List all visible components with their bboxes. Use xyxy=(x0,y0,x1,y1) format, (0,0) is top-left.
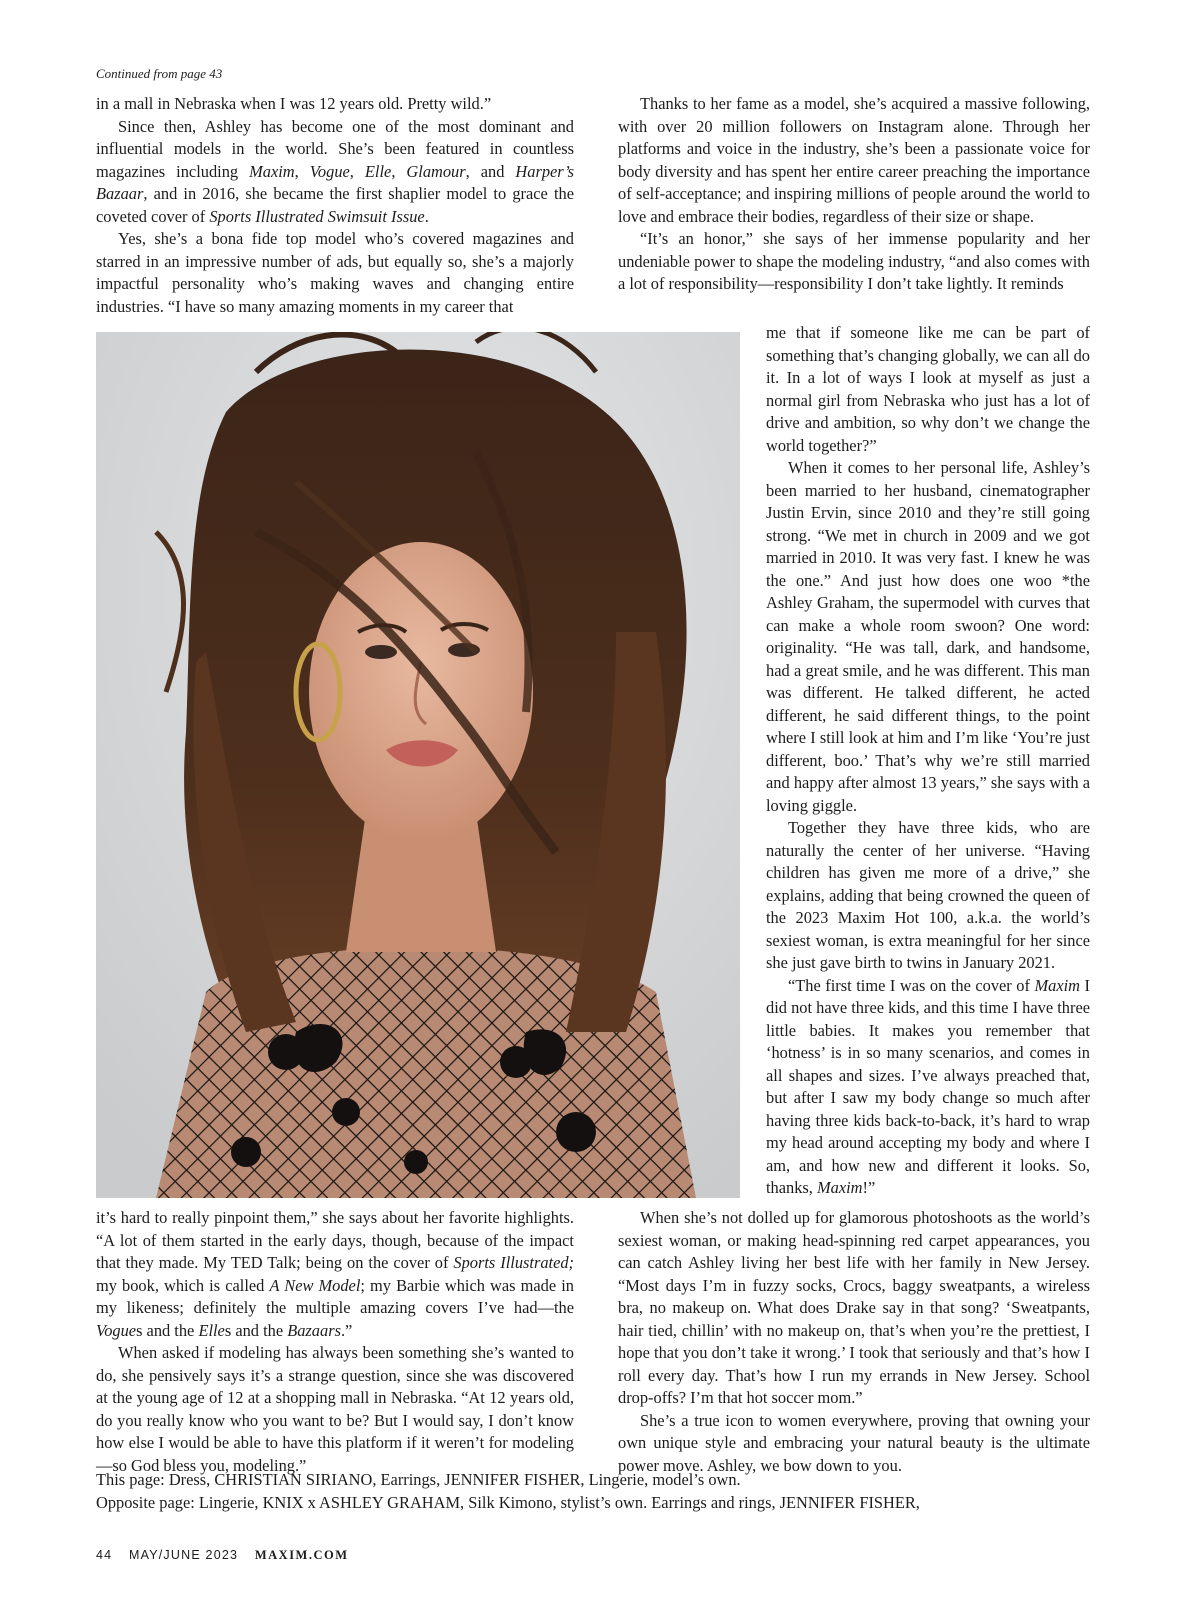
italic-title: Bazaars xyxy=(287,1320,341,1340)
italic-title: Maxim xyxy=(817,1178,863,1197)
paragraph: Together they have three kids, who are naturally the center of her universe. “Having children has given me more of a drive,” she explains, adding that being crowned the queen of the 2023 Maxim Hot 100, a.k.a. the world’s sexiest woman, is extra meaningful for her since she just gave birth to twins in January 2021. xyxy=(766,818,1090,972)
italic-title: Harper’s Bazaar xyxy=(96,161,574,203)
paragraph: She’s a true icon to women everywhere, proving that owning your own unique style and embracing your natural beauty is the ultimate power move. Ashley, we bow down to you. xyxy=(618,1410,1090,1475)
italic-title: Sports Illustrated; xyxy=(453,1253,575,1272)
paragraph: Since then, Ashley has become one of the most dominant and influential models in the world. She’s been featured in countless magazines including Maxim, Vogue, Elle, Glamour, and Harper’s Bazaar, and in 2016, she became the first shaplier model to grace the coveted cover of Sports Illustrated Swimsuit Issue. xyxy=(96,116,574,226)
column-left-top xyxy=(96,93,574,318)
italic-title: Vogue xyxy=(309,161,350,181)
column-right-bottom xyxy=(618,1207,1090,1477)
italic-title: Maxim xyxy=(1034,975,1080,995)
paragraph: Yes, she’s a bona fide top model who’s covered magazines and starred in an impressive number of ads, but equally so, she’s a majorly impactful personality who’s making waves and changing entire industries. “I have so many amazing moments in my career that xyxy=(96,229,574,316)
portrait-photo xyxy=(96,332,740,1198)
italic-title: Vogue xyxy=(96,1320,137,1340)
column-right-narrow xyxy=(766,322,1090,1200)
issue-date: MAY/JUNE 2023 xyxy=(129,1548,239,1562)
italic-title: A New Model xyxy=(269,1275,361,1295)
italic-title: Elle xyxy=(364,161,392,181)
column-left-bottom xyxy=(96,1207,574,1477)
portrait-illustration xyxy=(96,332,740,1198)
paragraph: When it comes to her personal life, Ashley’s been married to her husband, cinematographer Justin Ervin, since 2010 and they’re still going strong. “We met in church in 2009 and we got married in 2010. It was very fast. I knew he was the one.” And just how does one woo *the Ashley Graham, the supermodel with curves that can make a whole room swoon? One word: originality. “He was tall, dark, and handsome, had a great smile, and he was different. This man was different. He talked different, he acted different, he said different things, to the point where I still look at him and I’m like ‘You’re just different, boo.’ That’s why we’re still married and happy after almost 13 years,” she says with a loving giggle. xyxy=(766,458,1090,815)
page-number: 44 xyxy=(96,1548,113,1562)
paragraph: it’s hard to really pinpoint them,” she says about her favorite highlights. “A lot of them started in the early days, though, because of the impact that they made. My TED Talk; being on the cover of Sports Illustrated; my book, which is called A New Model; my Barbie which was made in my likeness; definitely the multiple amazing covers I’ve had—the Vogues and the Elles and the Bazaars.” xyxy=(96,1208,575,1340)
paragraph: When asked if modeling has always been something she’s wanted to do, she pensively says it’s a strange question, since she was discovered at the young age of 12 at a shopping mall in Nebraska. “At 12 years old, do you really know who you want to be? But I would say, I don’t know how else I would be able to have this platform if it weren’t for modeling—so God bless you, modeling.” xyxy=(96,1343,574,1475)
page-footer xyxy=(96,1548,361,1563)
site-url: MAXIM.COM xyxy=(254,1548,349,1562)
italic-title: Elle xyxy=(198,1320,225,1340)
credit-line: This page: Dress, CHRISTIAN SIRIANO, Earrings, JENNIFER FISHER, Lingerie, model’s own. xyxy=(96,1470,741,1489)
paragraph: “It’s an honor,” she says of her immense popularity and her undeniable power to shape the modeling industry, “and also comes with a lot of responsibility—responsibility I don’t take lightly. It reminds xyxy=(618,229,1090,293)
credit-line: Opposite page: Lingerie, KNIX x ASHLEY GRAHAM, Silk Kimono, stylist’s own. Earrings and rings, JENNIFER FISHER, xyxy=(96,1492,920,1512)
continued-from-label: Continued from page 43 xyxy=(96,66,223,81)
paragraph: When she’s not dolled up for glamorous photoshoots as the world’s sexiest woman, or making head-spinning red carpet appearances, you can catch Ashley living her best life with her family in New Jersey. “Most days I’m in fuzzy socks, Crocs, baggy sweatpants, a wireless bra, no makeup on. What does Drake say in that song? ‘Sweatpants, hair tied, chillin’ with no makeup on, that’s when you’re the prettiest, I hope that you don’t take it wrong.’ I took that seriously and that’s how I roll every day. That’s how I run my errands in New Jersey. School drop-offs? I’m that hot soccer mom.” xyxy=(618,1208,1090,1407)
paragraph: “The first time I was on the cover of Maxim I did not have three kids, and this time I have three little babies. It makes you remember that ‘hotness’ is in so many scenarios, and comes in all shapes and sizes. I’ve always preached that, but after I saw my body change so much after having three kids back-to-back, it’s hard to wrap my head around accepting my body and where I am, and how new and different it looks. So, thanks, Maxim!” xyxy=(766,975,1090,1197)
paragraph: Thanks to her fame as a model, she’s acquired a massive following, with over 20 million followers on Instagram alone. Through her platforms and voice in the industry, she’s been a passionate voice for body diversity and has spent her entire career preaching the importance of self-acceptance; and inspiring millions of people around the world to love and embrace their bodies, regardless of their size or shape. xyxy=(618,94,1090,226)
paragraph: me that if someone like me can be part of something that’s changing globally, we can all do it. In a lot of ways I look at myself as just a normal girl from Nebraska who just has a lot of drive and ambition, so why don’t we change the world together?” xyxy=(766,323,1090,455)
italic-title: Glamour xyxy=(406,161,466,181)
photo-credits xyxy=(96,1469,1096,1514)
italic-title: Sports Illustrated Swimsuit Issue xyxy=(209,206,425,226)
paragraph: in a mall in Nebraska when I was 12 years old. Pretty wild.” xyxy=(96,94,492,113)
column-right-top xyxy=(618,93,1090,296)
italic-title: Maxim xyxy=(249,161,295,181)
